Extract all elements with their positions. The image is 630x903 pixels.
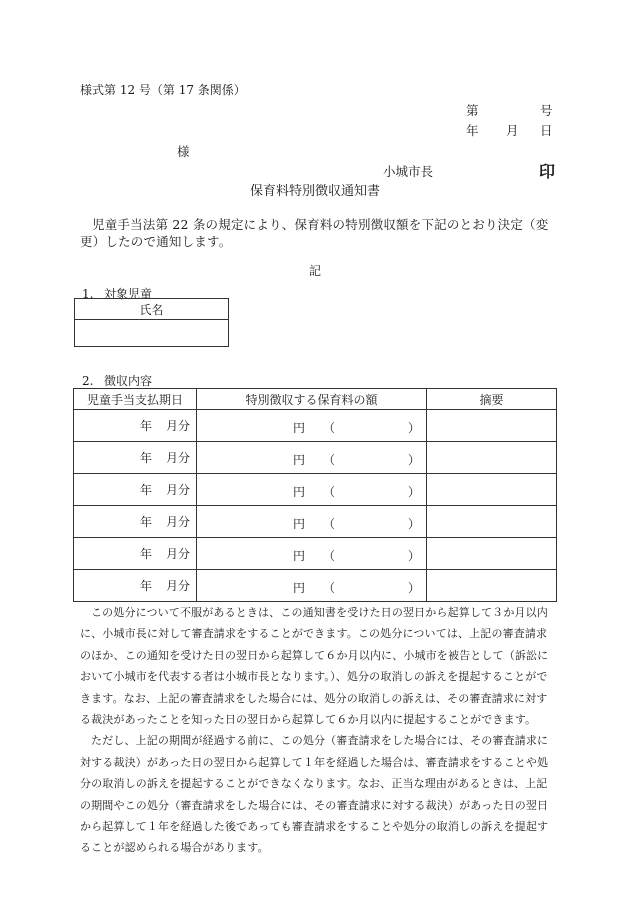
payment-date-cell [74, 506, 197, 538]
section1-number: 1. [82, 287, 94, 301]
yen-label: 円 [293, 485, 306, 499]
year-label: 年 [139, 451, 152, 465]
remarks-cell [427, 570, 557, 602]
paren-close: ） [408, 549, 421, 563]
col-amount: 特別徴収する保育料の額 [197, 389, 427, 410]
section1-title: 対象児童 [104, 287, 153, 301]
year-label: 年 [139, 515, 152, 529]
form-number: 様式第 12 号（第 17 条関係） [80, 83, 246, 97]
yen-label: 円 [293, 549, 306, 563]
addressee-suffix: 様 [177, 144, 190, 159]
yen-label: 円 [293, 517, 306, 531]
doc-no-prefix: 第 [466, 103, 479, 118]
amount-cell [197, 410, 427, 442]
notes-paragraph: ただし、上記の期間が経過する前に、この処分（審査請求をした場合には、その審査請求に対する裁決）があった日の翌日から起算して１年を経過した場合は、審査請求をすることや処分の取消しの訴えを提起することができなくなります。なお、正当な理由があるときは、上記の期間やこの処分（審査請求をした場合には、その審査請求に対する裁決）があった日の翌日から起算して１年を経過した後であっても審査請求をすることや処分の取消しの訴えを提起することが認められる場合があります。 [80, 734, 549, 855]
paren-open: （ [323, 581, 336, 595]
amount-cell [197, 474, 427, 506]
year-label: 年 [139, 483, 152, 497]
paren-open: （ [323, 453, 336, 467]
paren-close: ） [408, 485, 421, 499]
paren-open: （ [323, 421, 336, 435]
month-label: 月分 [165, 419, 190, 433]
remarks-cell [427, 442, 557, 474]
paren-open: （ [323, 549, 336, 563]
year-label: 年 [139, 419, 152, 433]
date-year: 年 [466, 123, 479, 138]
table-row [74, 410, 557, 442]
doc-no-suffix: 号 [540, 103, 553, 118]
paren-open: （ [323, 517, 336, 531]
payment-date-cell [74, 410, 197, 442]
date-month: 月 [506, 123, 519, 138]
collection-table [73, 388, 557, 602]
remarks-cell [427, 538, 557, 570]
month-label: 月分 [165, 579, 190, 593]
paren-close: ） [408, 517, 421, 531]
remarks-cell [427, 474, 557, 506]
yen-label: 円 [293, 421, 306, 435]
table-row [74, 570, 557, 602]
name-value [75, 320, 229, 347]
yen-label: 円 [293, 453, 306, 467]
table-row [74, 506, 557, 538]
month-label: 月分 [165, 547, 190, 561]
month-label: 月分 [165, 515, 190, 529]
paren-open: （ [323, 485, 336, 499]
notes-paragraph: この処分について不服があるときは、この通知書を受けた日の翌日から起算して３か月以内に、小城市長に対して審査請求をすることができます。この処分については、上記の審査請求のほか、この通知を受けた日の翌日から起算して６か月以内に、小城市を被告として（訴訟において小城市を代表する者は小城市長となります。）、処分の取消しの訴えを提起することができます。なお、上記の審査請求をした場合には、処分の取消しの訴えは、その審査請求に対する裁決があったことを知った日の翌日から起算して６か月以内に提起することができます。 [80, 606, 549, 727]
paren-close: ） [408, 581, 421, 595]
year-label: 年 [139, 579, 152, 593]
table-row [74, 474, 557, 506]
ki-heading: 記 [308, 264, 321, 278]
section2-heading [82, 372, 152, 389]
paren-close: ） [408, 453, 421, 467]
section2-title: 徴収内容 [104, 374, 153, 388]
payment-date-cell [74, 474, 197, 506]
table-row [74, 538, 557, 570]
col-payment-date: 児童手当支払期日 [74, 389, 197, 410]
payment-date-cell [74, 570, 197, 602]
document-title: 保育料特別徴収通知書 [249, 184, 380, 199]
remarks-cell [427, 410, 557, 442]
amount-cell [197, 442, 427, 474]
amount-cell [197, 538, 427, 570]
name-header: 氏名 [75, 299, 229, 320]
issuer-name: 小城市長 [383, 164, 434, 179]
section2-number: 2. [82, 374, 94, 388]
col-remarks: 摘要 [427, 389, 557, 410]
amount-cell [197, 506, 427, 538]
amount-cell [197, 570, 427, 602]
collection-table-header [74, 389, 557, 410]
body-paragraph: 児童手当法第 22 条の規定により、保育料の特別徴収額を下記のとおり決定（変更）したので通知します。 [80, 217, 549, 249]
seal-mark: 印 [539, 162, 556, 181]
payment-date-cell [74, 442, 197, 474]
month-label: 月分 [165, 483, 190, 497]
date-day: 日 [540, 123, 553, 138]
child-table [74, 298, 229, 347]
remarks-cell [427, 506, 557, 538]
paren-close: ） [408, 421, 421, 435]
payment-date-cell [74, 538, 197, 570]
month-label: 月分 [165, 451, 190, 465]
table-row [74, 442, 557, 474]
yen-label: 円 [293, 581, 306, 595]
year-label: 年 [139, 547, 152, 561]
appeal-notes [80, 602, 556, 859]
